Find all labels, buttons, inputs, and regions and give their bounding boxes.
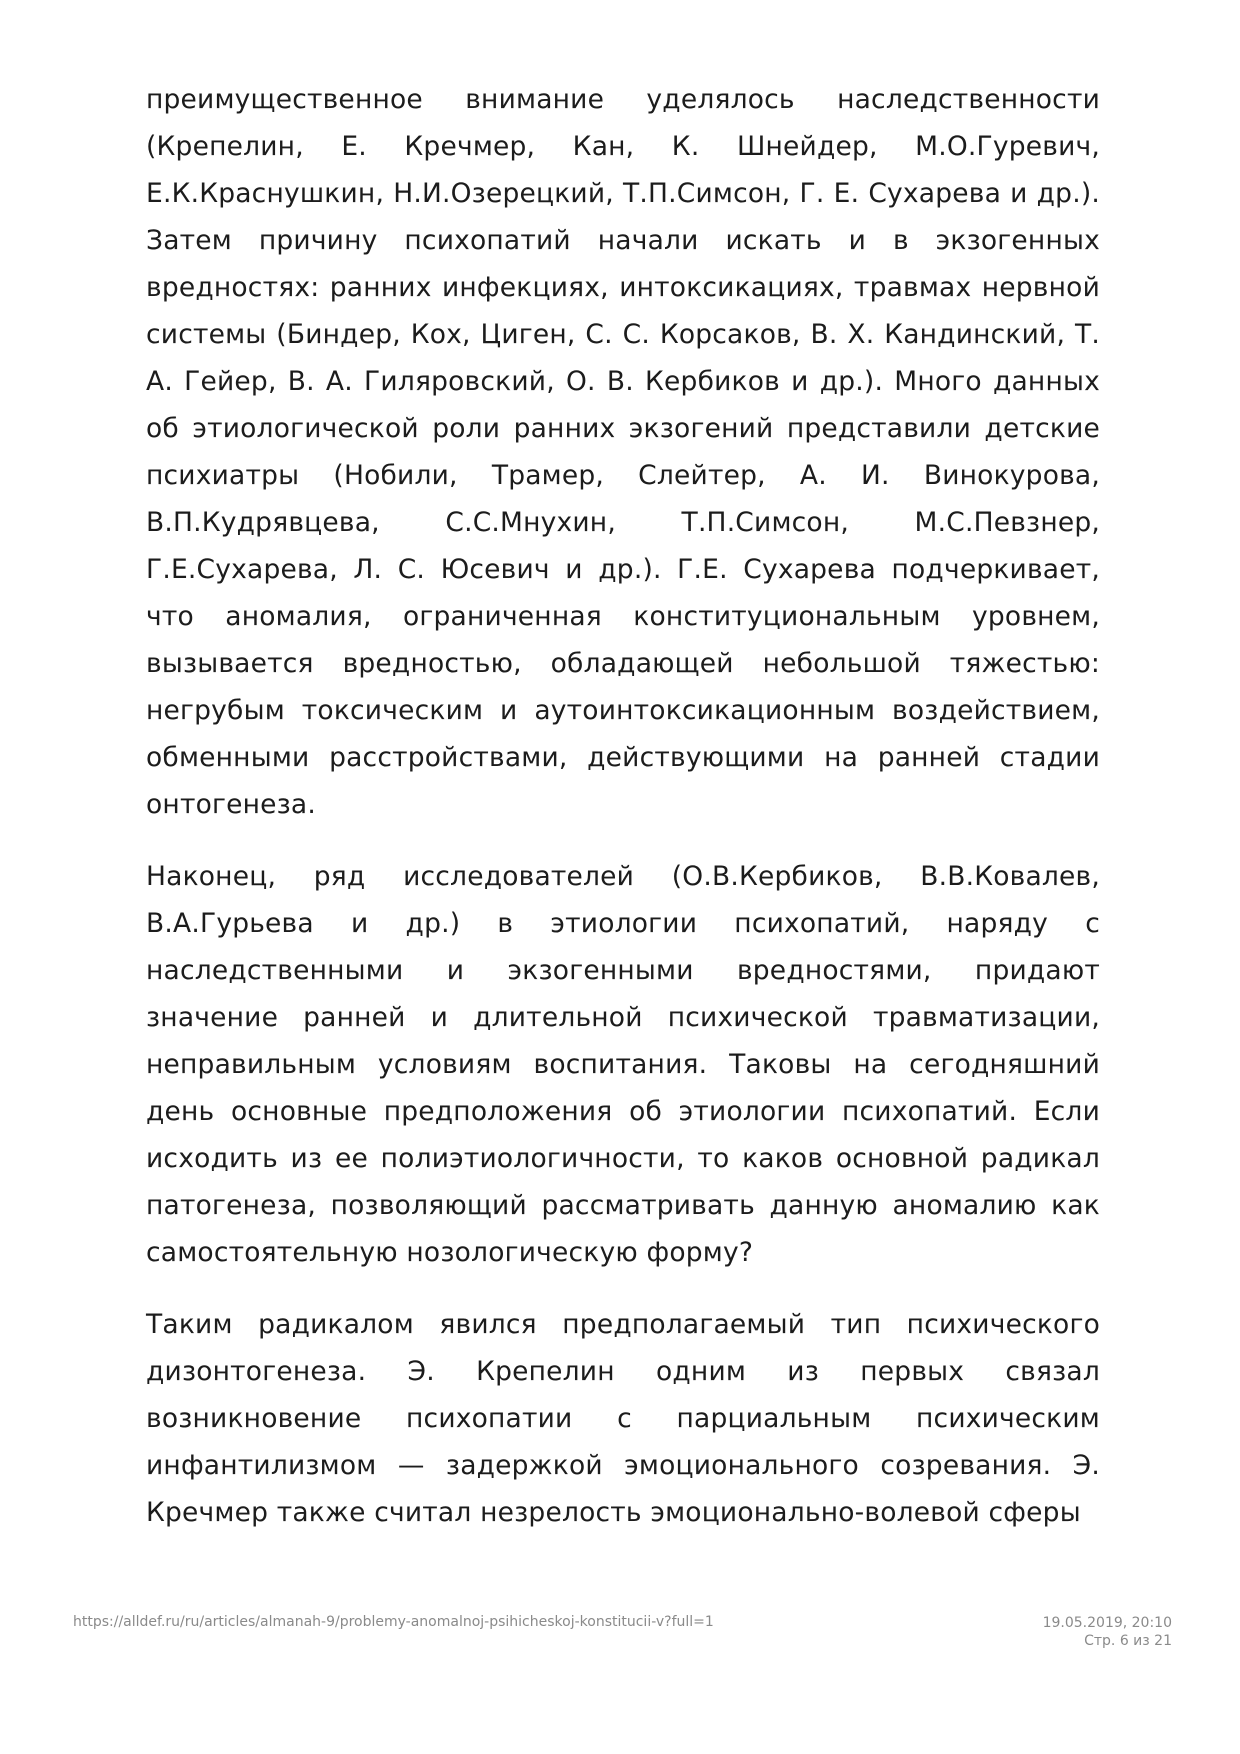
footer-url: https://alldef.ru/ru/articles/almanah-9/problemy-anomalnoj-psihicheskoj-konstitucii-v?full=1 bbox=[73, 1614, 714, 1630]
paragraph-2: Наконец, ряд исследователей (О.В.Кербиков, В.В.Ковалев, В.А.Гурьева и др.) в этиологии психопатий, наряду с наследственными и экзогенными вредностями, придают значение ранней и длительной психической травматизации, неправильным условиям воспитания. Таковы на сегодняшний день основные предположения об этиологии психопатий. Если исходить из ее полиэтиологичности, то каков основной радикал патогенеза, позволяющий рассматривать данную аномалию как самостоятельную нозологическую форму? bbox=[146, 861, 1100, 1268]
footer-datetime: 19.05.2019, 20:10 bbox=[1042, 1615, 1172, 1631]
footer-page-number: Стр. 6 из 21 bbox=[1084, 1633, 1172, 1649]
paragraph-1: преимущественное внимание уделялось наследственности (Крепелин, Е. Кречмер, Кан, К. Шнейдер, М.О.Гуревич, Е.К.Краснушкин, Н.И.Озерецкий, Т.П.Симсон, Г. Е. Сухарева и др.). Затем причину психопатий начали искать и в экзогенных вредностях: ранних инфекциях, интоксикациях, травмах нервной системы (Биндер, Кох, Циген, С. С. Корсаков, В. Х. Кандинский, Т. А. Гейер, В. А. Гиляровский, О. В. Кербиков и др.). Много данных об этиологической роли ранних экзогений представили детские психиатры (Нобили, Трамер, Слейтер, А. И. Винокурова, В.П.Кудрявцева, С.С.Мнухин, Т.П.Симсон, М.С.Певзнер, Г.Е.Сухарева, Л. С. Юсевич и др.). Г.Е. Сухарева подчеркивает, что аномалия, ограниченная конституциональным уровнем, вызывается вредностью, обладающей небольшой тяжестью: негрубым токсическим и аутоинтоксикационным воздействием, обменными расстройствами, действующими на ранней стадии онтогенеза. bbox=[146, 84, 1100, 820]
document-body bbox=[146, 76, 1100, 1561]
footer-meta bbox=[1043, 1614, 1172, 1650]
paragraph-3: Таким радикалом явился предполагаемый тип психического дизонтогенеза. Э. Крепелин одним из первых связал возникновение психопатии с парциальным психическим инфантилизмом — задержкой эмоционального созревания. Э. Кречмер также считал незрелость эмоционально-волевой сферы bbox=[146, 1309, 1100, 1528]
